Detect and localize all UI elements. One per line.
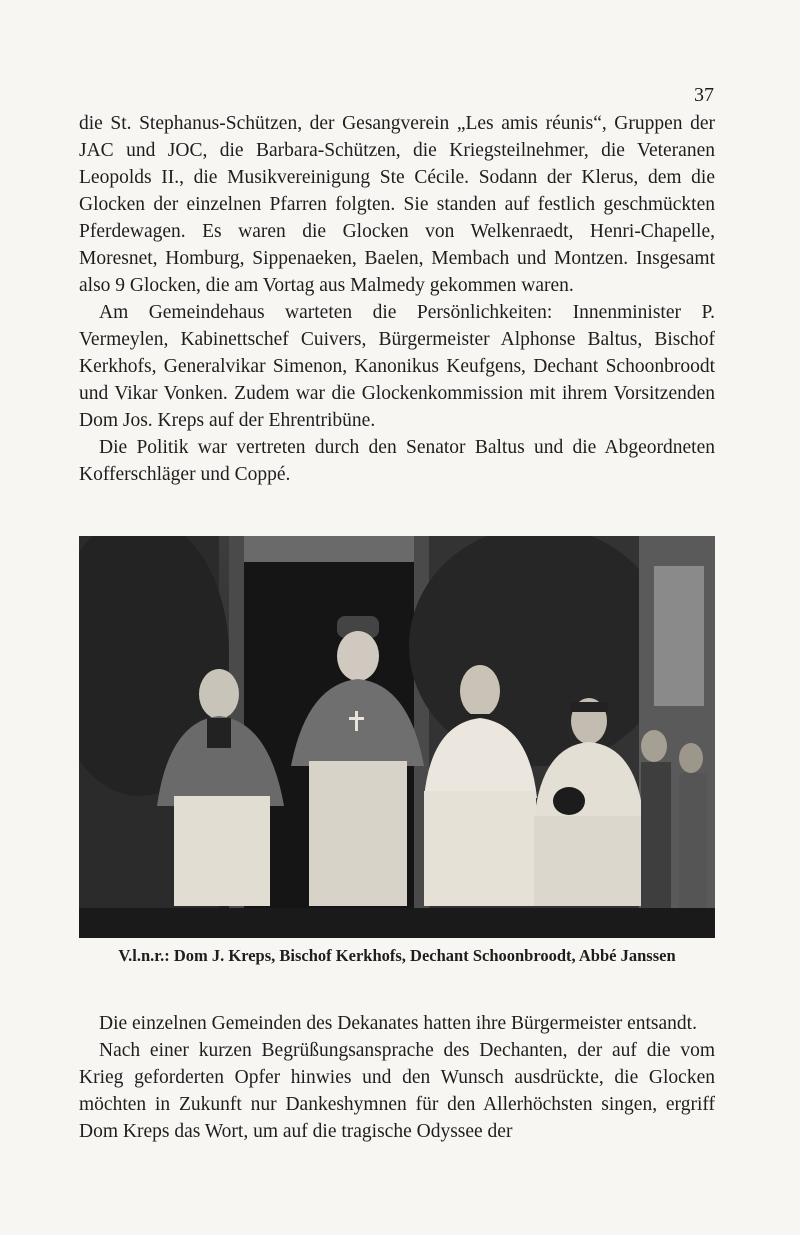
photo-caption: V.l.n.r.: Dom J. Kreps, Bischof Kerkhofs, Dechant Schoonbroodt, Abbé Janssen: [118, 946, 676, 965]
page-number: 37: [694, 84, 714, 106]
paragraph: Die Politik war vertreten durch den Senator Baltus und die Abgeordneten Kofferschläger und Coppé.: [79, 437, 715, 485]
paragraph: Am Gemeindehaus warteten die Persönlichkeiten: Innenminister P. Vermeylen, Kabinettschef Cuivers, Bürgermeister Alphonse Baltus, Bischof Kerkhofs, Generalvikar Simenon, Kanonikus Keufgens, Dechant Schoonbroodt und Vikar Vonken. Zudem war die Glockenkommission mit ihrem Vorsitzenden Dom Jos. Kreps auf der Ehrentribüne.: [79, 302, 715, 431]
body-text-bottom: [79, 1010, 715, 1145]
paragraph: die St. Stephanus-Schützen, der Gesangverein „Les amis réunis“, Gruppen der JAC und JOC, die Barbara-Schützen, die Kriegsteilnehmer, die Veteranen Leopolds II., die Musikvereinigung Ste Cécile. Sodann der Klerus, dem die Glocken der einzelnen Pfarren folgten. Sie standen auf festlich geschmückten Pferdewagen. Es waren die Glocken von Welkenraedt, Henri-Chapelle, Moresnet, Homburg, Sippenaeken, Baelen, Membach und Montzen. Insgesamt also 9 Glocken, die am Vortag aus Malmedy gekommen waren.: [79, 113, 715, 296]
body-text-top: [79, 110, 715, 488]
paragraph: Die einzelnen Gemeinden des Dekanates hatten ihre Bürgermeister entsandt.: [99, 1013, 697, 1034]
group-photograph: [79, 536, 715, 938]
photo-illustration: [79, 536, 715, 938]
paragraph: Nach einer kurzen Begrüßungsansprache des Dechanten, der auf die vom Krieg geforderten Opfer hinwies und den Wunsch ausdrückte, die Glocken möchten in Zukunft nur Dankeshymnen für den Allerhöchsten singen, ergriff Dom Kreps das Wort, um auf die tragische Odyssee der: [79, 1040, 715, 1142]
